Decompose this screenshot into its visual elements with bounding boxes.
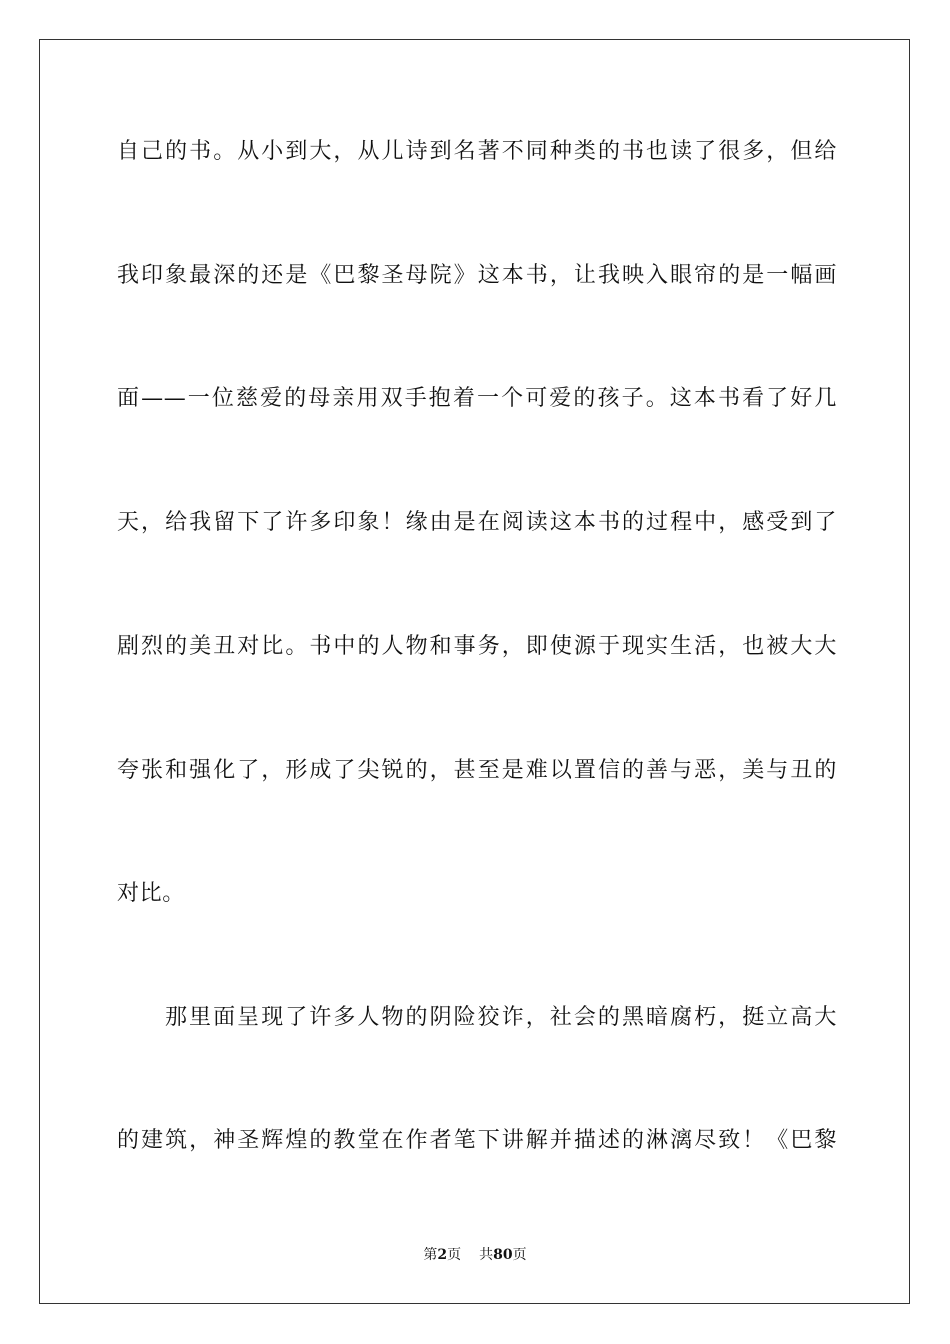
text-line: 的建筑，神圣辉煌的教堂在作者笔下讲解并描述的淋漓尽致！《巴黎 xyxy=(117,1128,837,1153)
text-line: 剧烈的美丑对比。书中的人物和事务，即使源于现实生活，也被大大 xyxy=(117,634,837,659)
text-line: 面——一位慈爱的母亲用双手抱着一个可爱的孩子。这本书看了好几 xyxy=(117,386,837,411)
page-footer xyxy=(0,1245,950,1265)
total-pages: 80 xyxy=(493,1247,513,1263)
page-prefix: 第 xyxy=(423,1247,438,1263)
total-prefix: 共 xyxy=(479,1247,494,1263)
page-frame xyxy=(39,39,910,1304)
text-line: 自己的书。从小到大，从儿诗到名著不同种类的书也读了很多，但给 xyxy=(117,139,837,164)
text-line: 夸张和强化了，形成了尖锐的，甚至是难以置信的善与恶，美与丑的 xyxy=(117,758,837,783)
text-line: 天，给我留下了许多印象！缘由是在阅读这本书的过程中，感受到了 xyxy=(117,510,837,535)
text-line: 我印象最深的还是《巴黎圣母院》这本书，让我映入眼帘的是一幅画 xyxy=(117,263,837,288)
total-suffix: 页 xyxy=(512,1247,527,1263)
paragraph-first-line: 那里面呈现了许多人物的阴险狡诈，社会的黑暗腐朽，挺立高大 xyxy=(165,1005,837,1030)
page-number: 2 xyxy=(437,1247,448,1263)
page-suffix: 页 xyxy=(447,1247,462,1263)
text-line: 对比。 xyxy=(117,881,185,906)
